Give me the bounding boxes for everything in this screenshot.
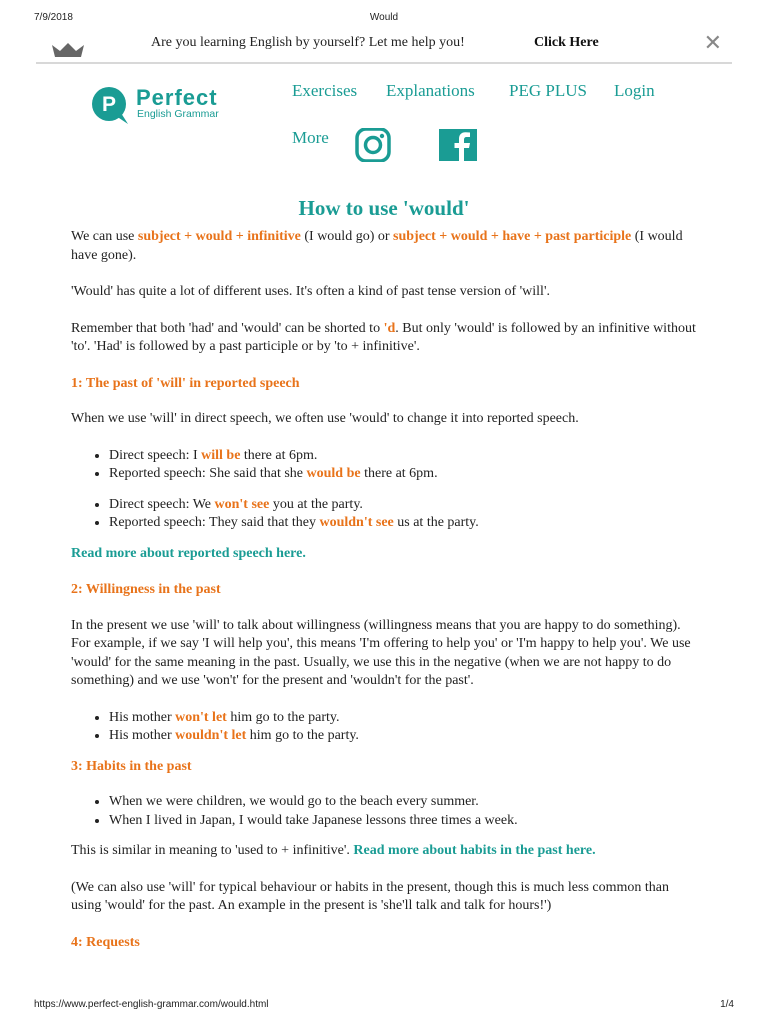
example-highlight: would be [306,466,361,481]
list-item [109,447,701,466]
section-heading-4: 4: Requests [71,934,140,950]
nav-explanations[interactable]: Explanations [386,81,475,100]
list-item [109,709,701,728]
nav-more[interactable]: More [292,128,329,147]
crown-icon [50,40,86,58]
intro-text: (I would go) or [300,229,394,244]
facebook-icon[interactable] [438,128,478,162]
nav-exercises[interactable]: Exercises [292,81,358,100]
nav-peg-plus[interactable]: PEG PLUS [509,81,587,100]
example-list [71,447,701,484]
print-url: https://www.perfect-english-grammar.com/would.html [34,999,269,1010]
example-text: His mother [109,709,176,725]
section-1-text: When we use 'will' in direct speech, we often use 'would' to change it into reported speech. [71,411,579,426]
formula-highlight: subject + would + have + past participle [393,229,632,244]
contraction-highlight: 'd [383,320,396,336]
click-here-link[interactable]: Click Here [534,35,599,50]
article-content [71,228,701,969]
example-text: Reported speech: She said that she [109,466,307,481]
intro-text: Remember that both 'had' and 'would' can be shorted to [71,320,384,336]
intro-text: . But only 'would' is followed by an infinitive without 'to'. 'Had' is followed by a past participle or by 'to + infinitive'. [71,320,696,354]
reported-speech-link[interactable]: Read more about reported speech here. [71,545,306,561]
intro-paragraph-1 [71,228,701,265]
section-heading-3: 3: Habits in the past [71,758,192,774]
example-text: there at 6pm. [240,447,318,463]
print-page-number: 1/4 [720,999,734,1010]
promo-bar [36,31,732,64]
list-item [109,465,701,484]
example-list [71,793,701,830]
logo-badge-icon [88,86,134,126]
example-highlight: wouldn't see [319,515,394,530]
example-text: us at the party. [393,515,479,530]
intro-text: (I would have gone). [71,229,683,263]
habits-link[interactable]: Read more about habits in the past here. [353,843,596,858]
logo-subtitle: English Grammar [137,108,219,120]
intro-text: We can use [71,229,138,244]
example-text: him go to the party. [226,709,340,725]
promo-text: Are you learning English by yourself? Let me help you! [151,35,465,50]
page-title: How to use 'would' [298,196,470,220]
example-text: Reported speech: They said that they [109,515,320,530]
section-heading-1: 1: The past of 'will' in reported speech [71,375,300,391]
example-highlight: will be [201,447,241,463]
list-item [109,727,701,746]
instagram-icon[interactable] [354,128,392,162]
section-2-text: In the present we use 'will' to talk about willingness (willingness means that you are happy to do something). For example, if we say 'I will help you', this means 'I'm offering to help you' or 'I'm happy to help you'. We use 'would' for the same meaning in the past. Usually, we use this in the negative (when we are not happy to do something) and we use 'won't' for the present and 'wouldn't for the past'. [71,617,691,688]
section-3-text-lead: This is similar in meaning to 'used to + infinitive'. [71,843,354,858]
list-item [109,496,701,515]
example-text: Direct speech: I [109,447,202,463]
example-text: you at the party. [269,496,363,512]
example-highlight: won't let [175,709,227,725]
example-list [71,496,701,533]
example-list [71,709,701,746]
formula-highlight: subject + would + infinitive [137,229,301,244]
intro-paragraph-3 [71,320,701,357]
print-title: Would [369,12,399,23]
list-item [109,514,701,533]
intro-paragraph-2: 'Would' has quite a lot of different uses. It's often a kind of past tense version of 'will'. [71,284,550,299]
section-3-text [71,842,701,861]
nav-login[interactable]: Login [614,81,655,100]
svg-text:P: P [101,93,117,116]
site-logo[interactable] [88,86,248,126]
example-text: His mother [109,728,176,743]
print-date: 7/9/2018 [34,12,73,23]
example-highlight: won't see [214,496,270,512]
example-highlight: wouldn't let [175,728,247,743]
section-heading-2: 2: Willingness in the past [71,582,221,597]
list-item: • When we were children, we would go to the beach every summer. [109,793,701,812]
close-icon[interactable]: ✕ [703,31,722,56]
example-text: him go to the party. [246,728,359,743]
list-item: • When I lived in Japan, I would take Japanese lessons three times a week. [109,812,701,831]
section-3-note: (We can also use 'will' for typical behaviour or habits in the present, though this is much less common than using 'would' for the past. An example in the present is 'she'll talk and talk for hours!') [71,879,670,913]
example-text: Direct speech: We [109,496,215,512]
example-text: there at 6pm. [360,466,438,481]
logo-name: Perfect [136,85,218,110]
